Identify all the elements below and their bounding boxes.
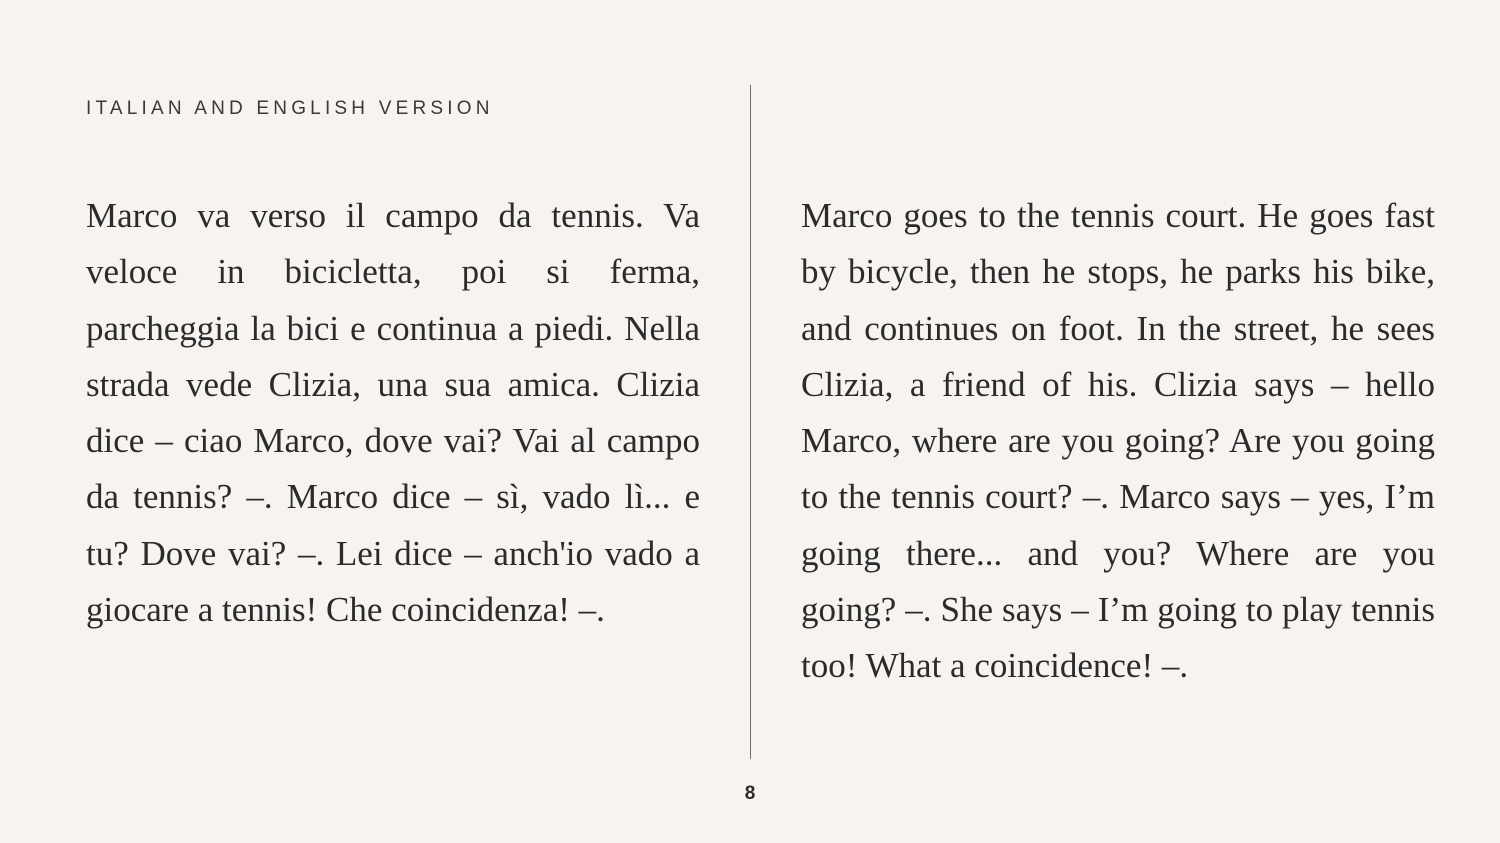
italian-paragraph: Marco va verso il campo da tennis. Va veloce in bicicletta, poi si ferma, parcheggia la bici e continua a piedi. Nella strada vede Clizia, una sua amica. Clizia dice – ciao Marco, dove vai? Vai al campo da tennis? –. Marco dice – sì, vado lì... e tu? Dove vai? –. Lei dice – anch'io vado a giocare a tennis! Che coincidenza! –. (86, 196, 700, 630)
italian-text-column (86, 188, 700, 638)
page-number: 8 (744, 783, 756, 804)
english-text-column (801, 188, 1435, 695)
english-paragraph: Marco goes to the tennis court. He goes fast by bicycle, then he stops, he parks his bike, and continues on foot. In the street, he sees Clizia, a friend of his. Clizia says – hello Marco, where are you going? Are you going to the tennis court? –. Marco says – yes, I’m going there... and you? Where are you going? –. She says – I’m going to play tennis too! What a coincidence! –. (801, 196, 1435, 686)
section-header: ITALIAN AND ENGLISH VERSION (86, 98, 494, 119)
column-divider (750, 85, 751, 759)
